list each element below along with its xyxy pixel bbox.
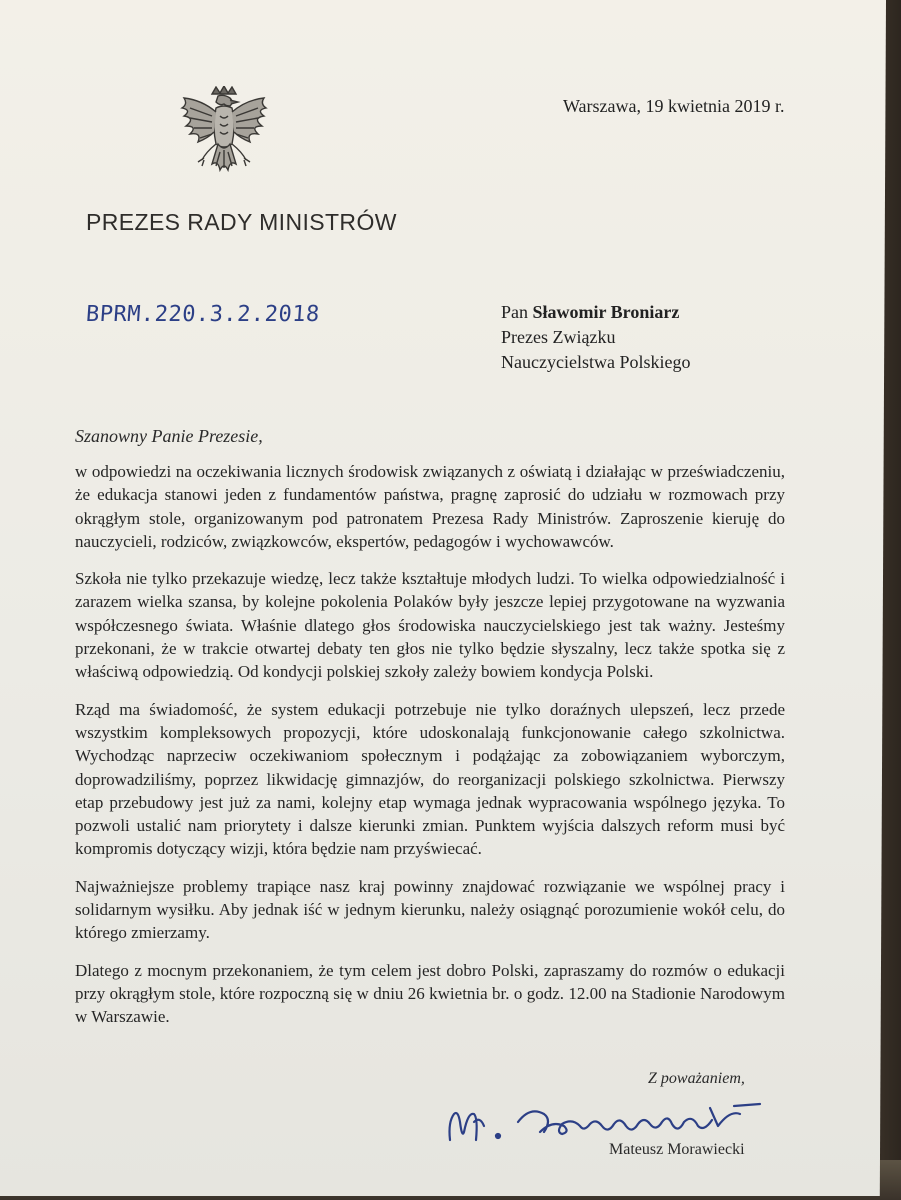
addressee-prefix: Pan [501,302,533,322]
white-eagle-emblem-icon [178,86,270,190]
paragraph-3: Rząd ma świadomość, że system edukacji potrzebuje nie tylko doraźnych ulepszeń, lecz przede wszystkim kompleksowych propozycji, które udoskonalają funkcjonowanie całego szkolnictwa. Wychodząc naprzeciw oczekiwaniom społecznym i podążając za zobowiązaniem wyborczym, doprowadziliśmy, poprzez likwidację gimnazjów, do reorganizacji polskiego szkolnictwa. Pierwszy etap przebudowy jest już za nami, kolejny etap wymaga jednak wypracowania wspólnego języka. To pozwoli ustalić nam priorytety i dalsze kierunki zmian. Punktem wyjścia dalszych reform musi być kompromis dotyczący wizji, która będzie nam przyświecać. [75,699,785,859]
letter-date: Warszawa, 19 kwietnia 2019 r. [563,96,785,116]
addressee-line-1 [501,300,690,325]
addressee-line-2: Prezes Związku [501,327,616,347]
salutation: Szanowny Panie Prezesie, [75,426,263,446]
office-title: PREZES RADY MINISTRÓW [86,209,397,235]
addressee-name: Sławomir Broniarz [532,302,680,322]
paragraph-5: Dlatego z mocnym przekonaniem, że tym celem jest dobro Polski, zapraszamy do rozmów o edukacji przy okrągłym stole, które rozpoczną się w dniu 26 kwietnia br. o godz. 12.00 na Stadionie Narodowym w Warszawie. [75,960,785,1027]
closing-phrase: Z poważaniem, [648,1070,745,1087]
paragraph-4: Najważniejsze problemy trapiące nasz kraj powinny znajdować rozwiązanie we wspólnej pracy i solidarnym wysiłku. Aby jednak iść w jednym kierunku, należy osiągnąć porozumienie wokół celu, do którego zmierzamy. [75,876,785,943]
addressee-block [501,300,690,375]
addressee-line-3: Nauczycielstwa Polskiego [501,352,691,372]
signer-name: Mateusz Morawiecki [609,1141,745,1158]
paragraph-1: w odpowiedzi na oczekiwania licznych środowisk związanych z oświatą i działając w przeświadczeniu, że edukacja stanowi jeden z fundamentów państwa, pragnę zaprosić do udziału w rozmowach przy okrągłym stole, organizowanym pod patronatem Prezesa Rady Ministrów. Zaproszenie kieruję do nauczycieli, rodziców, związkowców, ekspertów, pedagogów i wychowawców. [75,462,785,551]
letter-body [75,460,785,1043]
paragraph-2: Szkoła nie tylko przekazuje wiedzę, lecz także kształtuje młodych ludzi. To wielka odpowiedzialność i zarazem wielka szansa, by kolejne pokolenia Polaków były jeszcze lepiej przygotowane na wyzwania współczesnego świata. Właśnie dlatego głos środowiska nauczycielskiego jest tak ważny. Jesteśmy przekonani, że w trakcie otwartej debaty ten głos nie tylko będzie słyszalny, lecz także spotka się z właściwą odpowiedzią. Od kondycji polskiej szkoły zależy bowiem kondycja Polski. [75,569,785,682]
reference-number: BPRM.220.3.2.2018 [85,302,321,327]
